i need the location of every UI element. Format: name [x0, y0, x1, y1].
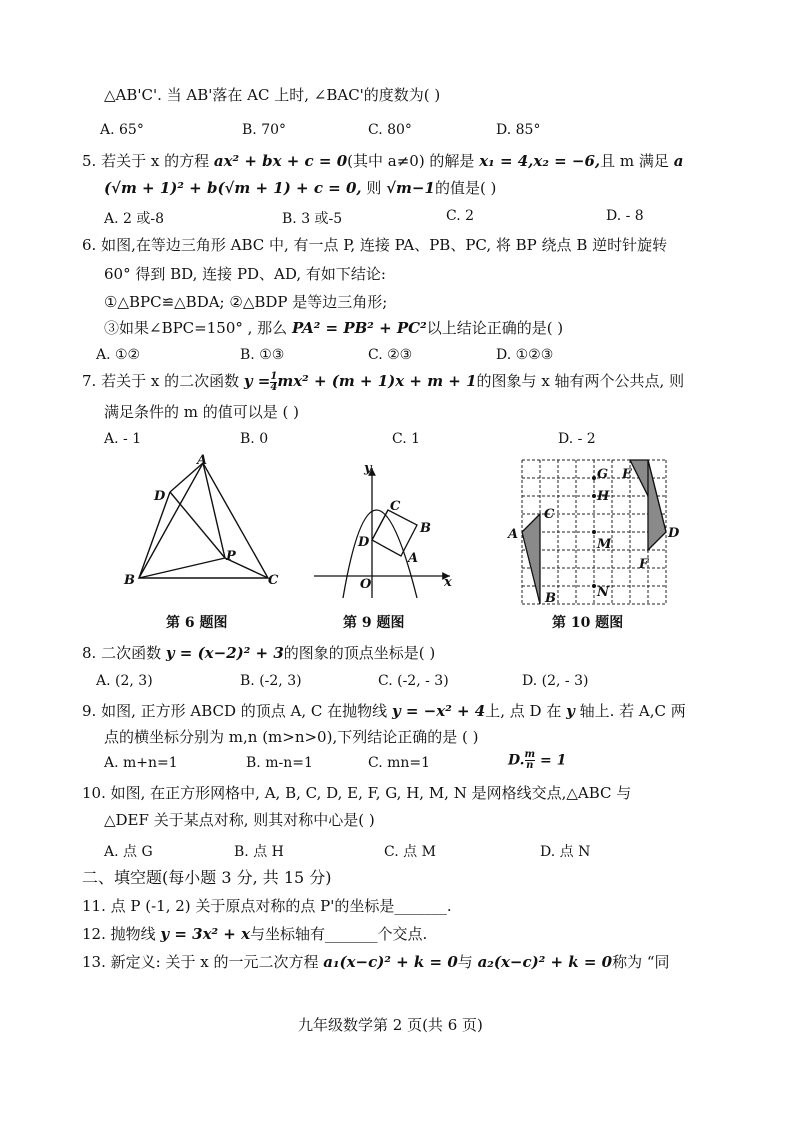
q11-line: 11. 点 P (-1, 2) 关于原点对称的点 P'的坐标是_______. [82, 897, 452, 915]
fig9-label-b: B [420, 521, 431, 536]
q5-text-value: 的值是( ) [434, 179, 497, 197]
q10-option-b: B. 点 H [234, 844, 284, 860]
q7-text-a: 7. 若关于 x 的二次函数 [82, 372, 244, 390]
q9-var-y: y [566, 702, 575, 720]
figure-10-caption: 第 10 题图 [552, 615, 624, 631]
q9-option-d-fraction [525, 750, 536, 771]
q7-eq-rest: mx² + (m + 1)x + m + 1 [277, 372, 477, 390]
fig9-label-d: D [358, 535, 370, 550]
q6-text-a: ③如果∠BPC=150° , 那么 [104, 319, 292, 337]
q4-option-c: C. 80° [368, 122, 412, 138]
q4-stem-continuation: △AB'C'. 当 AB'落在 AC 上时, ∠BAC'的度数为( ) [104, 86, 441, 104]
fig6-label-c: C [268, 573, 279, 588]
q7-option-a: A. - 1 [104, 431, 142, 447]
q13-equation-2: a₂(x−c)² + k = 0 [477, 953, 613, 971]
q6-option-c: C. ②③ [368, 347, 413, 363]
q9-option-b: B. m-n=1 [246, 755, 313, 771]
q13-text-b: 与 [457, 953, 478, 971]
q9-option-d-rest: = 1 [535, 752, 567, 769]
q9-option-d-prefix: D. [508, 752, 525, 769]
fig10-label-a: A [508, 527, 519, 542]
fig9-label-x: x [444, 575, 452, 590]
figure-6 [118, 452, 288, 592]
q9-option-c: C. mn=1 [368, 755, 431, 771]
fig9-label-c: C [390, 499, 401, 514]
fig10-triangle-abc [522, 514, 540, 604]
q5-text-b: (其中 a≠0) 的解是 [347, 152, 480, 170]
q8-text-a: 8. 二次函数 [82, 644, 166, 662]
q5-roots: x₁ = 4,x₂ = −6, [479, 152, 601, 170]
fig10-label-n: N [597, 585, 609, 600]
fig9-square-abcd [372, 510, 417, 556]
q9-text-c: 轴上. 若 A,C 两 [574, 702, 686, 720]
q6-option-d: D. ①②③ [496, 347, 554, 363]
fig10-point-h [592, 494, 596, 498]
q8-option-a: A. (2, 3) [96, 673, 153, 689]
q9-option-d [508, 750, 566, 771]
q7-eq-y: y = [243, 372, 271, 390]
q9-line-2: 点的横坐标分别为 m,n (m>n>0),下列结论正确的是 ( ) [104, 728, 479, 746]
q7-frac-numerator: 1 [270, 370, 278, 382]
q7-text-b: 的图象与 x 轴有两个公共点, 则 [476, 372, 685, 390]
q12-text-b: 与坐标轴有_______个交点. [250, 925, 428, 943]
fig6-segment-pb [139, 558, 225, 578]
q9-equation: y = −x² + 4 [391, 702, 486, 720]
q8-option-b: B. (-2, 3) [240, 673, 302, 689]
fig9-parabola [343, 510, 417, 598]
fig10-triangle-def-lower [648, 460, 666, 550]
page-footer: 九年级数学第 2 页(共 6 页) [298, 1016, 483, 1034]
q5-target-expression: √m−1 [386, 179, 435, 197]
q13-line [82, 952, 670, 972]
q7-line-2: 满足条件的 m 的值可以是 ( ) [104, 403, 300, 421]
q10-line-1: 10. 如图, 在正方形网格中, A, B, C, D, E, F, G, H, M, N 是网格线交点,△ABC 与 [82, 784, 632, 802]
fig6-label-a: A [197, 453, 208, 468]
fig9-label-y: y [364, 462, 372, 476]
fig10-label-g: G [597, 467, 609, 482]
q6-line-3: ①△BPC≌△BDA; ②△BDP 是等边三角形; [104, 293, 388, 311]
q9-option-d-numerator: m [524, 749, 536, 760]
fig6-triangle-abc [139, 463, 268, 578]
fig9-segment-dc [372, 510, 388, 540]
q5-option-b: B. 3 或-5 [282, 211, 343, 227]
q5-condition-equation: (√m + 1)² + b(√m + 1) + c = 0, [104, 179, 362, 197]
q5-option-d: D. - 8 [606, 208, 644, 224]
fig6-label-b: B [124, 573, 135, 588]
q7-frac-denominator: 4 [270, 381, 278, 393]
q13-equation-1: a₁(x−c)² + k = 0 [323, 953, 458, 971]
q5-var-a: a [673, 152, 684, 170]
fig10-label-d: D [668, 526, 680, 541]
q7-line-1 [82, 371, 684, 393]
q6-equation: PA² = PB² + PC² [291, 319, 427, 337]
section-2-heading: 二、填空题(每小题 3 分, 共 15 分) [82, 868, 332, 887]
q5-line-2 [104, 178, 496, 198]
q8-line [82, 643, 435, 663]
fig6-label-p: P [226, 549, 236, 564]
q7-option-b: B. 0 [240, 431, 269, 447]
fig6-label-d: D [154, 489, 166, 504]
q5-equation: ax² + bx + c = 0 [213, 152, 348, 170]
q6-option-a: A. ①② [96, 347, 141, 363]
q4-option-a: A. 65° [100, 122, 144, 138]
q8-text-b: 的图象的顶点坐标是( ) [283, 644, 436, 662]
fig9-label-o: O [360, 577, 372, 592]
q9-option-d-denominator: n [526, 760, 534, 771]
q9-text-b: 上, 点 D 在 [485, 702, 567, 720]
figure-6-caption: 第 6 题图 [166, 615, 228, 631]
q7-option-c: C. 1 [392, 431, 421, 447]
q5-text-c: 且 m 满足 [600, 152, 674, 170]
q5-line-1 [82, 151, 683, 171]
q6-line-1: 6. 如图,在等边三角形 ABC 中, 有一点 P, 连接 PA、PB、PC, 将 BP 绕点 B 逆时针旋转 [82, 236, 668, 254]
fig10-point-m [592, 530, 596, 534]
q5-text-a: 5. 若关于 x 的方程 [82, 152, 214, 170]
fig10-point-n [592, 584, 596, 588]
fig10-label-c: C [544, 507, 555, 522]
q9-option-a: A. m+n=1 [104, 755, 178, 771]
fig10-point-g [592, 476, 596, 480]
q5-option-a: A. 2 或-8 [104, 211, 165, 227]
q9-line-1 [82, 701, 686, 721]
q12-text-a: 12. 抛物线 [82, 925, 161, 943]
q5-option-c: C. 2 [446, 208, 475, 224]
fig10-label-f: F [639, 557, 649, 572]
q6-line-2: 60° 得到 BD, 连接 PD、AD, 有如下结论: [104, 265, 386, 283]
q5-text-then: 则 [361, 179, 387, 197]
q13-text-a: 13. 新定义: 关于 x 的一元二次方程 [82, 953, 324, 971]
figure-10 [505, 452, 680, 610]
fig9-label-a: A [408, 551, 419, 566]
q8-option-d: D. (2, - 3) [522, 673, 589, 689]
q8-option-c: C. (-2, - 3) [378, 673, 449, 689]
figure-9-caption: 第 9 题图 [343, 615, 405, 631]
q10-option-c: C. 点 M [384, 844, 436, 860]
fig10-label-e: E [622, 467, 632, 482]
q6-line-4 [104, 318, 563, 338]
q10-option-d: D. 点 N [540, 844, 591, 860]
q10-line-2: △DEF 关于某点对称, 则其对称中心是( ) [104, 811, 375, 829]
figure-9 [310, 462, 460, 602]
fig10-label-m: M [597, 537, 612, 552]
fig6-segment-bd [139, 492, 170, 578]
q9-text-a: 9. 如图, 正方形 ABCD 的顶点 A, C 在抛物线 [82, 702, 392, 720]
q13-text-c: 称为 “同 [612, 953, 670, 971]
q4-option-b: B. 70° [242, 122, 287, 138]
q8-equation: y = (x−2)² + 3 [165, 644, 284, 662]
fig10-label-h: H [597, 489, 610, 504]
q6-text-b: 以上结论正确的是( ) [426, 319, 564, 337]
q12-line [82, 924, 427, 944]
q6-option-b: B. ①③ [240, 347, 285, 363]
q10-option-a: A. 点 G [104, 844, 153, 860]
q12-equation: y = 3x² + x [160, 925, 251, 943]
fig10-label-b: B [545, 591, 556, 606]
q7-option-d: D. - 2 [558, 431, 596, 447]
q4-option-d: D. 85° [496, 122, 541, 138]
